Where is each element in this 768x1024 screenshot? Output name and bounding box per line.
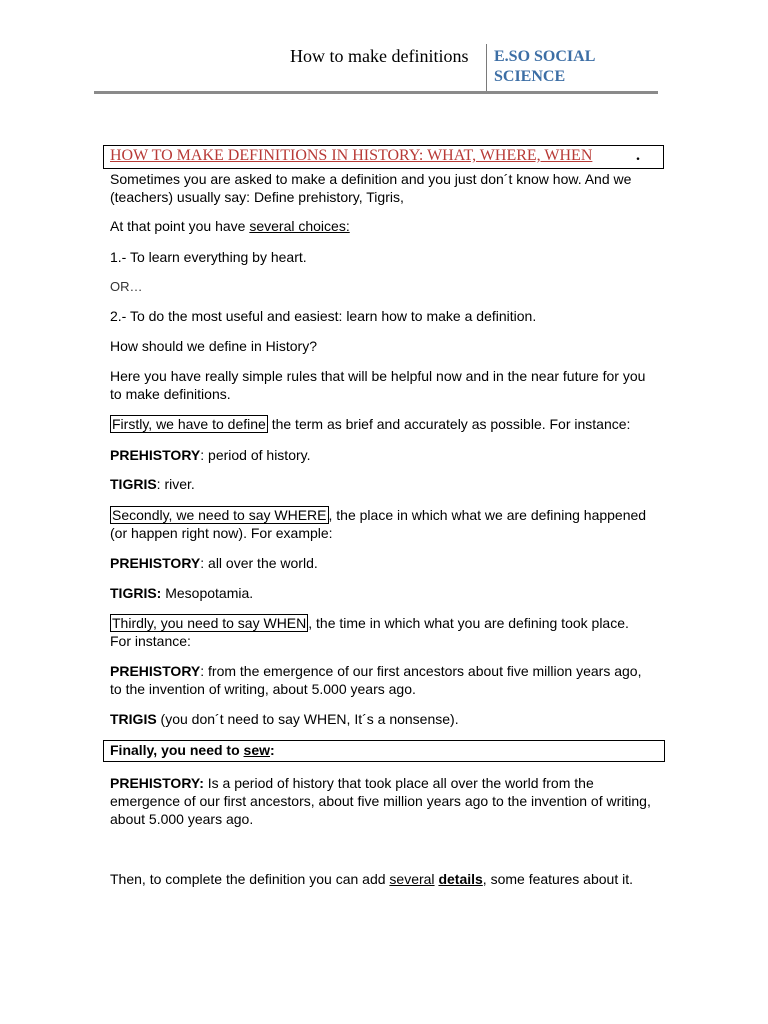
tigris-where (110, 584, 253, 602)
choices-underlined: several choices: (249, 218, 350, 234)
prehistory-label: PREHISTORY (110, 555, 201, 571)
heading-box (103, 145, 664, 169)
secondly-line (110, 506, 646, 524)
trigis-text: (you don´t need to say WHEN, It´s a nonsense). (156, 711, 459, 727)
option-1: 1.- To learn everything by heart. (110, 249, 307, 265)
thirdly-boxed: Thirdly, you need to say WHEN (112, 615, 307, 631)
prehistory-label: PREHISTORY (110, 663, 201, 679)
header-org-line-2: SCIENCE (494, 68, 566, 85)
closing-underlined: several (389, 871, 435, 887)
firstly-boxed: Firstly, we have to define (112, 416, 266, 432)
thirdly-line (110, 614, 629, 632)
thirdly-rest: , the time in which what you are defining took place. (308, 615, 629, 631)
finally-prefix: Finally, you need to (110, 742, 244, 758)
secondly-line-2: (or happen right now). For example: (110, 525, 333, 541)
summary-line-1 (110, 774, 594, 792)
prehistory-label: PREHISTORY (110, 447, 201, 463)
finally-underlined: sew (243, 742, 271, 758)
prehistory-where (110, 554, 318, 572)
finally-line (110, 742, 275, 758)
question-line: How should we define in History? (110, 338, 317, 354)
intro-line-2: (teachers) usually say: Define prehistory, Tigris, (110, 189, 404, 205)
header-org-line-1: E.SO SOCIAL (494, 48, 596, 65)
summary-line-3: about 5.000 years ago. (110, 811, 254, 827)
finally-box (103, 740, 665, 762)
tigris-label: TIGRIS (110, 476, 157, 492)
header-org (494, 47, 595, 87)
firstly-rest: the term as brief and accurately as possible. For instance: (267, 416, 631, 432)
trigis-line (110, 710, 459, 728)
prehistory-when-2: to the invention of writing, about 5.000 years ago. (110, 681, 416, 697)
closing-suffix: , some features about it. (482, 871, 633, 887)
summary-label: PREHISTORY: (110, 775, 204, 791)
summary-line-2: emergence of our first ancestors, about five million years ago to the invention of writing, (110, 793, 651, 809)
choices-line (110, 217, 350, 235)
finally-colon: : (270, 742, 275, 758)
closing-prefix: Then, to complete the definition you can add (110, 871, 390, 887)
prehistory-when-1 (110, 662, 641, 680)
closing-line (110, 870, 633, 888)
trigis-label: TRIGIS (110, 711, 157, 727)
firstly-line (110, 415, 630, 433)
prehistory-what-text: : period of history. (200, 447, 311, 463)
or-separator: OR… (110, 279, 143, 294)
tigris-label: TIGRIS: (110, 585, 162, 601)
prehistory-where-text: : all over the world. (200, 555, 318, 571)
tigris-what-text: : river. (156, 476, 195, 492)
prehistory-what (110, 446, 311, 464)
thirdly-line-2: For instance: (110, 633, 191, 649)
summary-text-1: Is a period of history that took place all over the world from the (203, 775, 594, 791)
rules-line-1: Here you have really simple rules that will be helpful now and in the near future for you (110, 368, 646, 384)
intro-line-1: Sometimes you are asked to make a definition and you just don´t know how. And we (110, 171, 632, 187)
secondly-rest: , the place in which what we are defining happened (328, 507, 647, 523)
closing-bold-underlined: details (438, 871, 483, 887)
heading-period: . (636, 147, 640, 164)
tigris-what (110, 475, 195, 493)
rules-line-2: to make definitions. (110, 386, 231, 402)
document-heading (110, 147, 592, 165)
tigris-where-text: Mesopotamia. (161, 585, 254, 601)
prehistory-when-text: : from the emergence of our first ancestors about five million years ago, (200, 663, 642, 679)
header-title: How to make definitions (290, 46, 469, 66)
heading-text: HOW TO MAKE DEFINITIONS IN HISTORY: WHAT, WHERE, WHEN (110, 147, 593, 164)
option-2: 2.- To do the most useful and easiest: learn how to make a definition. (110, 308, 537, 324)
choices-prefix: At that point you have (110, 218, 250, 234)
header-divider (486, 44, 487, 92)
secondly-boxed: Secondly, we need to say WHERE (112, 507, 327, 523)
header-rule (94, 91, 658, 94)
